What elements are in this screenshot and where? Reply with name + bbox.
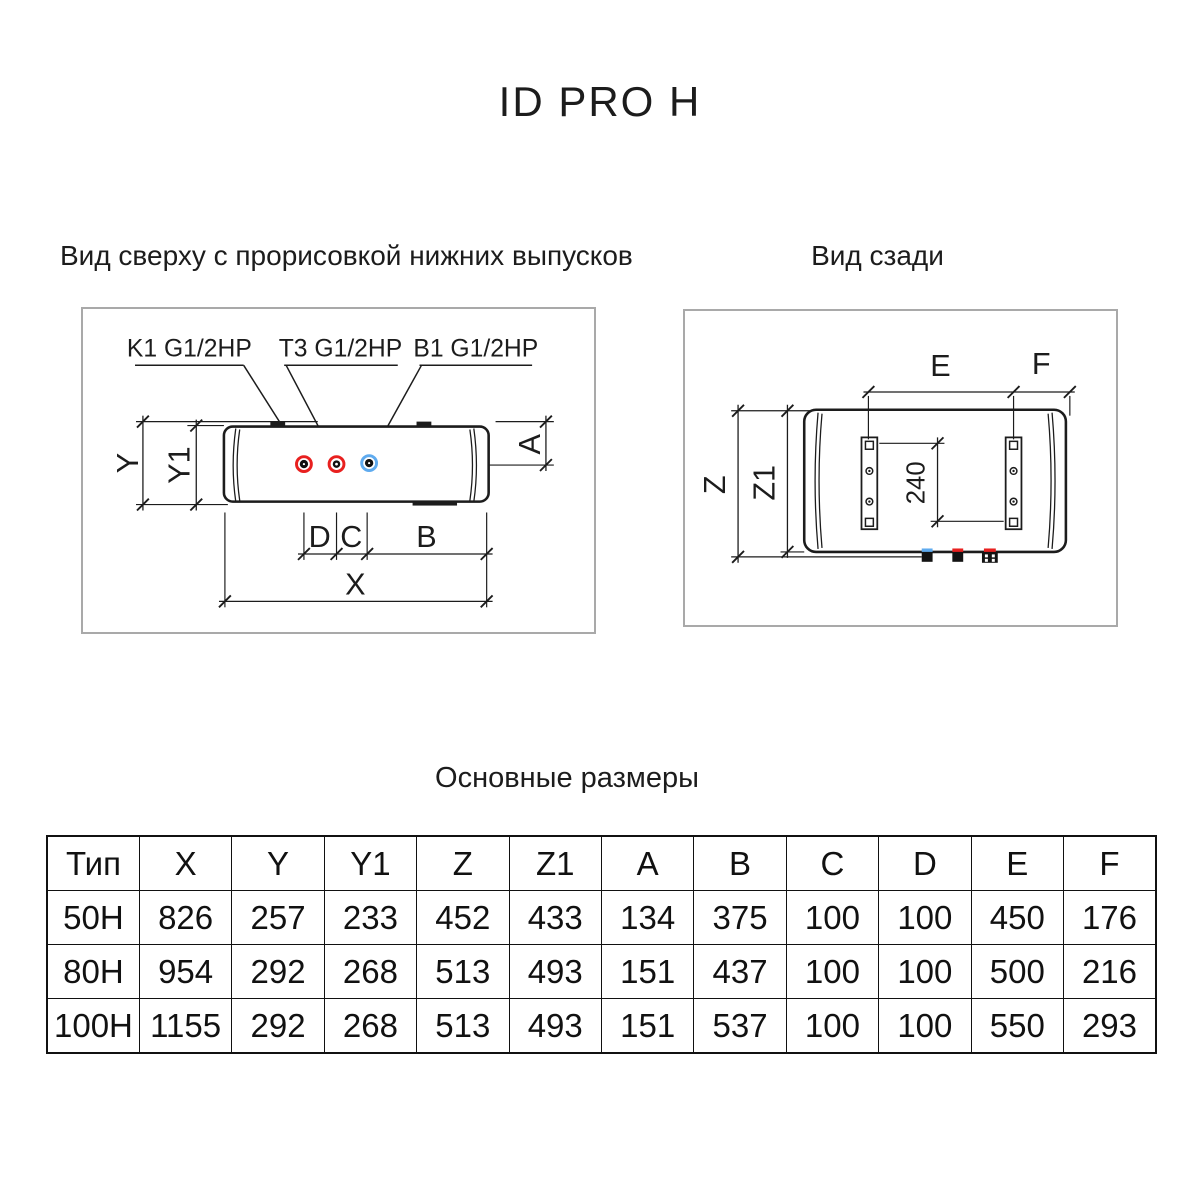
top-bracket-left xyxy=(270,422,285,427)
table-cell: 500 xyxy=(971,945,1063,999)
column-header-type: Тип xyxy=(47,836,139,891)
table-cell: 268 xyxy=(324,945,416,999)
table-cell: 176 xyxy=(1063,891,1156,945)
svg-text:Z1: Z1 xyxy=(747,464,782,501)
table-cell: 268 xyxy=(324,999,416,1054)
dim-y xyxy=(111,416,149,511)
top-view-caption: Вид сверху с прорисовкой нижних выпусков xyxy=(60,240,633,271)
dimensions-table xyxy=(46,835,1157,1054)
svg-text:Z: Z xyxy=(698,475,733,495)
table-cell: 493 xyxy=(509,945,601,999)
rear-view-panel xyxy=(683,309,1118,627)
table-cell: 257 xyxy=(232,891,324,945)
table-cell: 100 xyxy=(786,999,878,1054)
table-title: Основные размеры xyxy=(435,762,699,794)
column-header-c: C xyxy=(786,836,878,891)
dim-x xyxy=(219,567,493,607)
tank-body-rear xyxy=(804,410,1066,552)
table-cell: 537 xyxy=(694,999,786,1054)
table-cell: 433 xyxy=(509,891,601,945)
table-cell: 100H xyxy=(47,999,139,1054)
table-cell: 100 xyxy=(786,945,878,999)
table-cell: 437 xyxy=(694,945,786,999)
column-header-a: A xyxy=(601,836,693,891)
table-row-80h xyxy=(47,945,1156,999)
table-cell: 513 xyxy=(417,945,509,999)
port-t3 xyxy=(329,457,344,472)
svg-text:A: A xyxy=(513,434,548,455)
dim-d-label: D xyxy=(308,520,331,555)
mounting-bracket-left xyxy=(861,437,877,529)
dim-y1 xyxy=(162,420,202,511)
column-header-y: Y xyxy=(232,836,324,891)
dim-dcb xyxy=(298,520,493,560)
table-cell: 1155 xyxy=(139,999,231,1054)
page-title: ID PRO H xyxy=(498,78,702,125)
table-cell: 826 xyxy=(139,891,231,945)
rear-view-drawing xyxy=(685,311,1116,625)
column-header-b: B xyxy=(694,836,786,891)
table-cell: 513 xyxy=(417,999,509,1054)
table-cell: 100 xyxy=(879,999,971,1054)
table-cell: 450 xyxy=(971,891,1063,945)
fitting-hot xyxy=(952,552,963,562)
table-cell: 375 xyxy=(694,891,786,945)
rear-view-caption: Вид сзади xyxy=(811,240,944,271)
column-header-f: F xyxy=(1063,836,1156,891)
valve-red-mark xyxy=(984,548,996,551)
fitting-blue-mark xyxy=(922,548,933,551)
dim-z xyxy=(698,405,744,563)
table-cell: 151 xyxy=(601,999,693,1054)
column-header-z: Z xyxy=(417,836,509,891)
table-cell: 233 xyxy=(324,891,416,945)
table-cell: 100 xyxy=(879,945,971,999)
bottom-bracket-edge xyxy=(413,502,457,505)
dim-e-label: E xyxy=(930,349,951,384)
table-cell: 80H xyxy=(47,945,139,999)
table-cell: 151 xyxy=(601,945,693,999)
svg-text:240: 240 xyxy=(902,461,931,505)
table-cell: 216 xyxy=(1063,945,1156,999)
tank-body xyxy=(224,422,489,506)
svg-text:Y: Y xyxy=(110,452,145,474)
column-header-d: D xyxy=(879,836,971,891)
port-b1-label: B1 G1/2HP xyxy=(413,335,539,363)
dim-a xyxy=(513,416,552,471)
port-t3-label: T3 G1/2HP xyxy=(278,335,403,363)
table-cell: 452 xyxy=(417,891,509,945)
port-k1 xyxy=(297,457,312,472)
table-cell: 134 xyxy=(601,891,693,945)
dim-f-label: F xyxy=(1031,347,1051,382)
table-cell: 100 xyxy=(786,891,878,945)
port-k1-label: K1 G1/2HP xyxy=(126,335,252,363)
column-header-e: E xyxy=(971,836,1063,891)
table-cell: 550 xyxy=(971,999,1063,1054)
port-b1 xyxy=(362,456,377,471)
table-cell: 493 xyxy=(509,999,601,1054)
top-bracket-right xyxy=(417,422,432,427)
dim-z1 xyxy=(748,405,794,558)
dim-x-label: X xyxy=(345,567,366,602)
table-header-row xyxy=(47,836,1156,891)
top-view-drawing xyxy=(83,309,594,632)
table-cell: 50H xyxy=(47,891,139,945)
table-cell: 292 xyxy=(232,945,324,999)
table-cell: 293 xyxy=(1063,999,1156,1054)
fitting-red-mark xyxy=(952,548,963,551)
table-cell: 292 xyxy=(232,999,324,1054)
table-cell: 954 xyxy=(139,945,231,999)
table-row-100h xyxy=(47,999,1156,1054)
fitting-cold xyxy=(922,552,933,562)
table-cell: 100 xyxy=(879,891,971,945)
top-view-panel xyxy=(81,307,596,634)
dim-ef xyxy=(862,347,1075,398)
svg-text:Y1: Y1 xyxy=(162,446,197,484)
dim-c-label: C xyxy=(340,520,363,555)
dim-b-label: B xyxy=(416,520,437,555)
column-header-y1: Y1 xyxy=(324,836,416,891)
column-header-z1: Z1 xyxy=(509,836,601,891)
column-header-x: X xyxy=(139,836,231,891)
table-row-50h xyxy=(47,891,1156,945)
safety-valve xyxy=(982,552,998,563)
mounting-bracket-right xyxy=(1006,437,1022,529)
